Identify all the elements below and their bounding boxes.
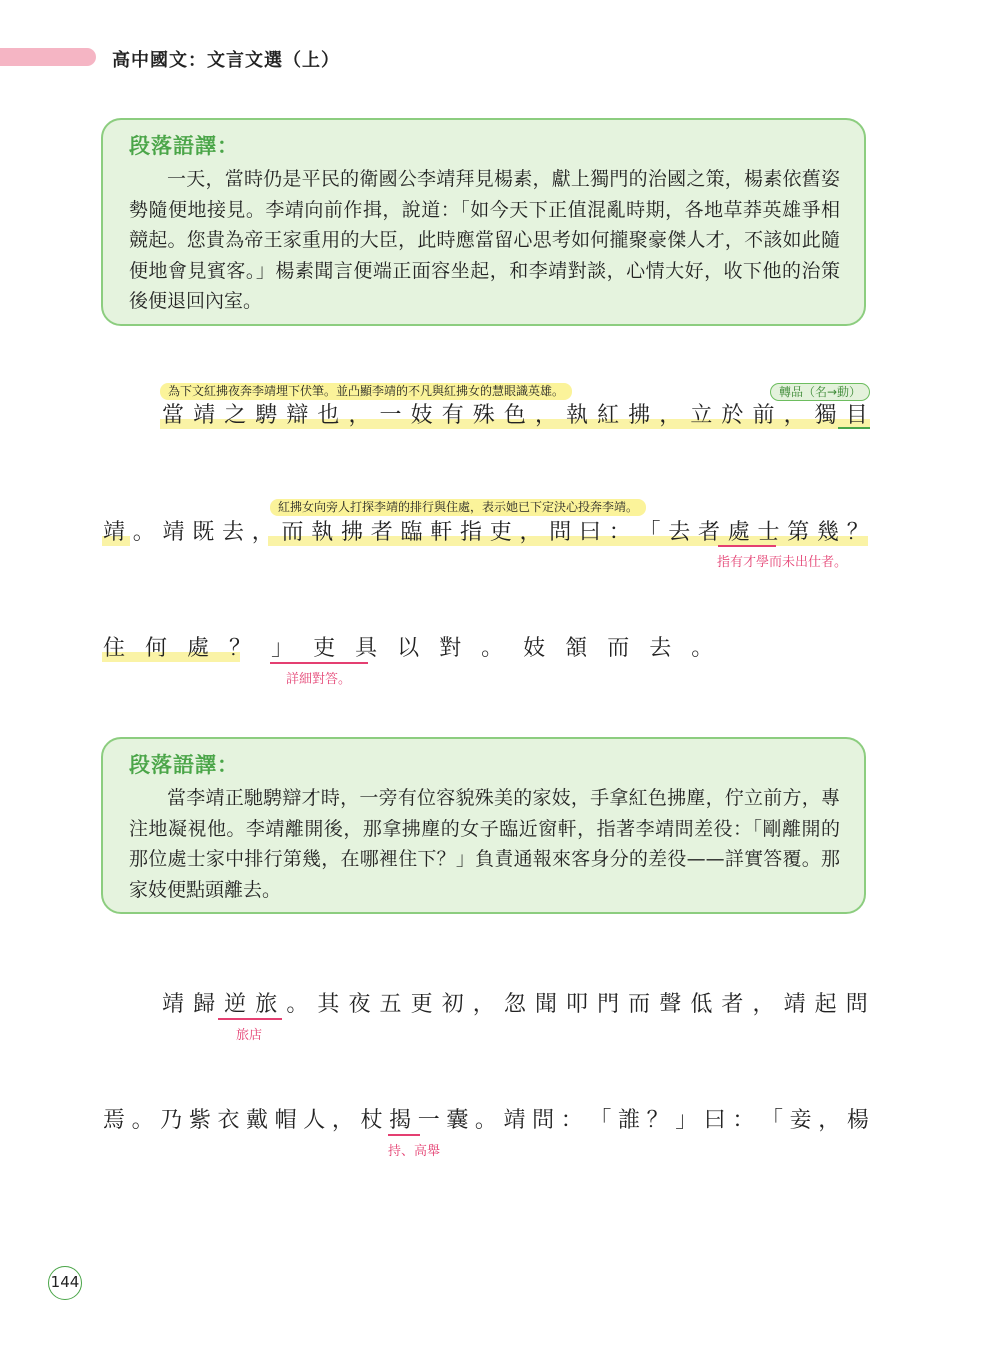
text-char: 乃 (160, 1108, 183, 1133)
text-char: ， (534, 403, 557, 428)
text-char: 起 (814, 992, 837, 1017)
text-char: 問 (549, 520, 572, 545)
text-char: 住 (103, 636, 126, 661)
text-char: ， (331, 1108, 354, 1133)
text-char: 士 (757, 520, 780, 545)
text-char: 具 (355, 636, 378, 661)
translation-box-1 (101, 118, 866, 326)
text-char: ， (519, 520, 542, 545)
text-char: 「 (761, 1108, 784, 1133)
text-char: 忽 (503, 992, 526, 1017)
text-char: ： (560, 1108, 583, 1133)
text-char: 去 (668, 520, 691, 545)
text-char: 。 (131, 1108, 154, 1133)
text-char: 「 (589, 1108, 612, 1133)
text-char: ， (783, 403, 806, 428)
text-char: 一 (379, 403, 402, 428)
text-char: ， (752, 992, 775, 1017)
text-char: 。 (691, 636, 714, 661)
translation-heading: 段落語譯： (129, 134, 239, 158)
text-char: 以 (397, 636, 420, 661)
text-char: 帽 (274, 1108, 297, 1133)
text-char: 而 (628, 992, 651, 1017)
text-char: 紫 (188, 1108, 211, 1133)
text-char: 揭 (389, 1108, 412, 1133)
text-char: 」 (675, 1108, 698, 1133)
page-number: 144 (48, 1266, 82, 1300)
text-char: 人 (303, 1108, 326, 1133)
text-char: 目 (845, 403, 868, 428)
text-char: 對 (439, 636, 462, 661)
classical-text-line-4 (162, 989, 868, 1021)
translation-body: 一天，當時仍是平民的衛國公李靖拜見楊素，獻上獨門的治國之策，楊素依舊姿勢隨便地接見。李靖向前作揖，說道：「如今天下正值混亂時期，各地草莽英雄爭相競起。您貴為帝王家重用的大臣，此時應當留心思考如何攏聚豪傑人才，不該如此隨便地會見賓客。」楊素聞言便端正面容坐起，和李靖對談，心情大好，收下他的治策後便退回內室。 (129, 168, 840, 312)
text-char: 色 (503, 403, 526, 428)
text-char: 一 (417, 1108, 440, 1133)
text-char: 於 (721, 403, 744, 428)
classical-text-line-3 (103, 633, 713, 665)
text-char: 靖 (162, 992, 185, 1017)
text-char: 靖 (103, 520, 126, 545)
text-char: 聞 (534, 992, 557, 1017)
annotation-gloss: 詳細對答。 (286, 672, 352, 687)
text-char: 曰 (703, 1108, 726, 1133)
text-char: ： (732, 1108, 755, 1133)
text-char: 逆 (224, 992, 247, 1017)
text-char: 拂 (628, 403, 651, 428)
text-char: ？ (646, 1108, 669, 1133)
text-char: ， (472, 992, 495, 1017)
text-char: 也 (317, 403, 340, 428)
text-char: 妓 (523, 636, 546, 661)
text-char: ？ (229, 636, 252, 661)
text-char: 。 (286, 992, 309, 1017)
text-char: 焉 (103, 1108, 126, 1133)
translation-body: 當李靖正馳騁辯才時，一旁有位容貌殊美的家妓，手拿紅色拂塵，佇立前方，專注地凝視他。李靖離開後，那拿拂塵的女子臨近窗軒，指著李靖問差役：「剛離開的那位處士家中排行第幾，在哪裡住下？」負責通報來客身分的差役——詳實答覆。那家妓便點頭離去。 (129, 787, 840, 901)
text-char: 執 (566, 403, 589, 428)
text-char: 而 (607, 636, 630, 661)
header-accent-bar (0, 48, 96, 66)
text-char: 者 (721, 992, 744, 1017)
text-char: 執 (311, 520, 334, 545)
text-char: 妾 (789, 1108, 812, 1133)
text-char: ， (348, 403, 371, 428)
text-char: 去 (222, 520, 245, 545)
text-char: 。 (132, 520, 155, 545)
text-char: 有 (441, 403, 464, 428)
text-char: 杖 (360, 1108, 383, 1133)
annotation-gloss: 旅店 (236, 1028, 263, 1043)
text-char: 幾 (817, 520, 840, 545)
text-char: 其 (317, 992, 340, 1017)
annotation-rhetoric-tag: 轉品（名→動） (770, 383, 870, 401)
text-char: 楊 (846, 1108, 869, 1133)
text-char: 問 (845, 992, 868, 1017)
text-char: ： (608, 520, 631, 545)
text-char: 聲 (659, 992, 682, 1017)
text-char: 殊 (472, 403, 495, 428)
text-char: 戴 (246, 1108, 269, 1133)
text-char: 而 (281, 520, 304, 545)
text-char: 處 (727, 520, 750, 545)
annotation-gloss: 指有才學而未出仕者。 (717, 555, 848, 570)
classical-text-line-2 (103, 517, 869, 549)
translation-box-2 (101, 737, 866, 914)
text-char: 。 (474, 1108, 497, 1133)
text-char: 頷 (565, 636, 588, 661)
text-char: 叩 (566, 992, 589, 1017)
text-char: 旅 (255, 992, 278, 1017)
annotation-note: 為下文紅拂夜奔李靖埋下伏筆。並凸顯李靖的不凡與紅拂女的慧眼識英雄。 (160, 383, 572, 400)
text-char: 第 (787, 520, 810, 545)
text-char: 歸 (193, 992, 216, 1017)
text-char: 之 (224, 403, 247, 428)
text-char: 辯 (286, 403, 309, 428)
text-char: 。 (481, 636, 504, 661)
text-char: 臨 (400, 520, 423, 545)
text-char: 五 (379, 992, 402, 1017)
text-char: 夜 (348, 992, 371, 1017)
text-char: 問 (532, 1108, 555, 1133)
text-char: 獨 (814, 403, 837, 428)
translation-heading: 段落語譯： (129, 753, 239, 777)
text-char: 低 (690, 992, 713, 1017)
text-char: 處 (187, 636, 210, 661)
text-char: 吏 (313, 636, 336, 661)
text-char: 靖 (162, 520, 185, 545)
text-char: 」 (271, 636, 294, 661)
text-char: 誰 (617, 1108, 640, 1133)
text-char: 指 (460, 520, 483, 545)
text-char: 囊 (446, 1108, 469, 1133)
text-char: 更 (410, 992, 433, 1017)
text-char: 紅 (597, 403, 620, 428)
text-char: 軒 (430, 520, 453, 545)
header-title: 高中國文：文言文選（上） (112, 50, 340, 71)
text-char: 何 (145, 636, 168, 661)
text-char: 曰 (579, 520, 602, 545)
classical-text-line-1 (162, 400, 868, 432)
text-char: 者 (370, 520, 393, 545)
annotation-gloss: 持、高舉 (388, 1144, 441, 1159)
text-char: ， (818, 1108, 841, 1133)
text-char: 初 (441, 992, 464, 1017)
text-char: 既 (192, 520, 215, 545)
text-char: ？ (846, 520, 869, 545)
text-char: 門 (597, 992, 620, 1017)
text-char: 去 (649, 636, 672, 661)
classical-text-line-5 (103, 1105, 869, 1137)
text-char: ， (251, 520, 274, 545)
text-char: 衣 (217, 1108, 240, 1133)
text-char: 立 (690, 403, 713, 428)
text-char: 靖 (193, 403, 216, 428)
annotation-note: 紅拂女向旁人打探李靖的排行與住處，表示她已下定決心投奔李靖。 (270, 499, 646, 516)
text-char: 靖 (503, 1108, 526, 1133)
text-char: 拂 (341, 520, 364, 545)
text-char: 前 (752, 403, 775, 428)
text-char: 靖 (783, 992, 806, 1017)
text-char: 者 (698, 520, 721, 545)
text-char: 吏 (489, 520, 512, 545)
text-char: 騁 (255, 403, 278, 428)
text-char: ， (659, 403, 682, 428)
text-char: 妓 (410, 403, 433, 428)
text-char: 當 (162, 403, 185, 428)
text-char: 「 (638, 520, 661, 545)
